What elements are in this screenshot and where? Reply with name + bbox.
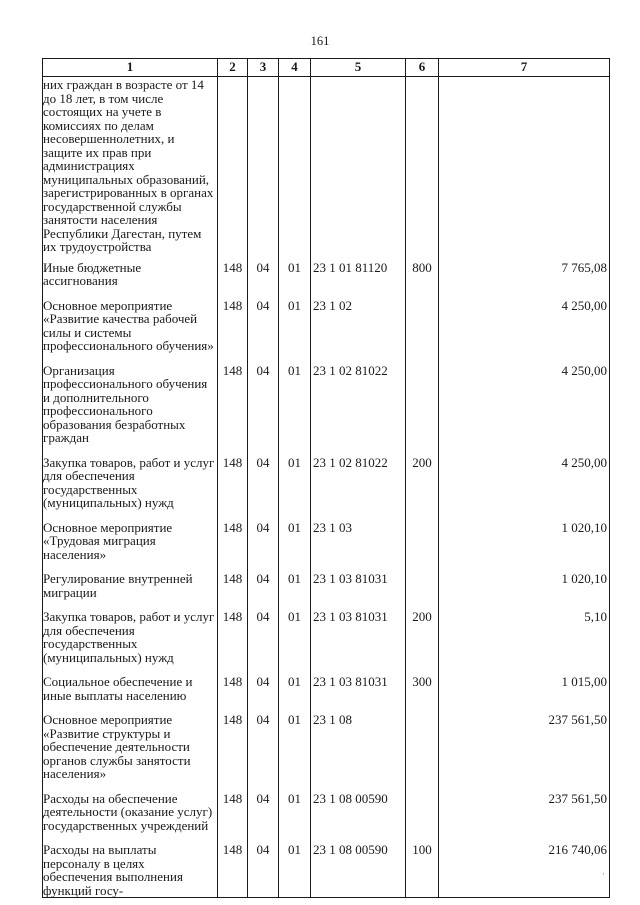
row-amount: 237 561,50	[439, 712, 610, 791]
row-target-article	[311, 77, 406, 260]
header-col-7: 7	[439, 59, 610, 77]
row-subsection: 01	[279, 674, 311, 712]
table-row	[43, 363, 610, 455]
row-target-article: 23 1 08 00590	[311, 791, 406, 843]
row-name: Расходы на выплаты персоналу в целях обеспечения выполнения функций госу-	[43, 842, 218, 898]
row-amount	[439, 77, 610, 260]
row-section: 04	[248, 571, 279, 609]
header-col-4: 4	[279, 59, 311, 77]
row-admin-code: 148	[218, 298, 248, 363]
row-target-article: 23 1 03 81031	[311, 571, 406, 609]
row-expense-type	[406, 571, 439, 609]
row-subsection: 01	[279, 363, 311, 455]
row-section: 04	[248, 363, 279, 455]
row-expense-type	[406, 520, 439, 572]
row-expense-type: 200	[406, 609, 439, 674]
row-section	[248, 77, 279, 260]
row-subsection: 01	[279, 298, 311, 363]
table-row	[43, 455, 610, 520]
row-admin-code: 148	[218, 712, 248, 791]
table-body	[43, 77, 610, 898]
row-section: 04	[248, 260, 279, 298]
row-expense-type	[406, 77, 439, 260]
row-amount: 7 765,08	[439, 260, 610, 298]
row-section: 04	[248, 712, 279, 791]
row-subsection: 01	[279, 842, 311, 898]
row-target-article: 23 1 03 81031	[311, 609, 406, 674]
table-row	[43, 842, 610, 898]
table-header-row	[43, 59, 610, 77]
row-subsection	[279, 77, 311, 260]
row-subsection: 01	[279, 609, 311, 674]
row-expense-type: 300	[406, 674, 439, 712]
row-admin-code: 148	[218, 842, 248, 898]
row-subsection: 01	[279, 260, 311, 298]
row-admin-code: 148	[218, 571, 248, 609]
table-row	[43, 791, 610, 843]
row-target-article: 23 1 03 81031	[311, 674, 406, 712]
row-expense-type: 200	[406, 455, 439, 520]
row-name: Основное мероприятие «Трудовая миграция населения»	[43, 520, 218, 572]
row-admin-code: 148	[218, 609, 248, 674]
row-name: Иные бюджетные ассигнования	[43, 260, 218, 298]
row-name: Закупка товаров, работ и услуг для обеспечения государственных (муниципальных) нужд	[43, 455, 218, 520]
page-number: 161	[310, 34, 330, 48]
row-amount: 4 250,00	[439, 455, 610, 520]
row-name: Закупка товаров, работ и услуг для обеспечения государственных (муниципальных) нужд	[43, 609, 218, 674]
row-amount: 5,10	[439, 609, 610, 674]
row-amount: 237 561,50	[439, 791, 610, 843]
row-amount: 216 740,06	[439, 842, 610, 898]
row-expense-type	[406, 363, 439, 455]
row-section: 04	[248, 842, 279, 898]
table-row	[43, 712, 610, 791]
row-target-article: 23 1 08	[311, 712, 406, 791]
row-subsection: 01	[279, 712, 311, 791]
row-name: Регулирование внутренней миграции	[43, 571, 218, 609]
row-section: 04	[248, 791, 279, 843]
row-section: 04	[248, 298, 279, 363]
row-admin-code: 148	[218, 520, 248, 572]
row-name: Основное мероприятие «Развитие структуры и обеспечение деятельности органов службы занятости населения»	[43, 712, 218, 791]
row-admin-code: 148	[218, 363, 248, 455]
row-amount: 4 250,00	[439, 363, 610, 455]
header-col-3: 3	[248, 59, 279, 77]
table-row	[43, 77, 610, 260]
row-section: 04	[248, 455, 279, 520]
row-admin-code	[218, 77, 248, 260]
row-subsection: 01	[279, 520, 311, 572]
row-target-article: 23 1 03	[311, 520, 406, 572]
table-row	[43, 571, 610, 609]
row-name: Основное мероприятие «Развитие качества рабочей силы и системы профессионального обучения»	[43, 298, 218, 363]
row-amount: 4 250,00	[439, 298, 610, 363]
row-name: Расходы на обеспечение деятельности (оказание услуг) государственных учреждений	[43, 791, 218, 843]
row-target-article: 23 1 01 81120	[311, 260, 406, 298]
row-subsection: 01	[279, 791, 311, 843]
table-row	[43, 609, 610, 674]
row-subsection: 01	[279, 571, 311, 609]
table-row	[43, 260, 610, 298]
row-admin-code: 148	[218, 260, 248, 298]
header-col-5: 5	[311, 59, 406, 77]
row-target-article: 23 1 02	[311, 298, 406, 363]
row-name: Организация профессионального обучения и дополнительного профессионального образования безработных граждан	[43, 363, 218, 455]
row-expense-type	[406, 712, 439, 791]
table-row	[43, 520, 610, 572]
row-amount: 1 020,10	[439, 571, 610, 609]
row-target-article: 23 1 02 81022	[311, 455, 406, 520]
header-col-1: 1	[43, 59, 218, 77]
row-section: 04	[248, 609, 279, 674]
header-col-6: 6	[406, 59, 439, 77]
row-section: 04	[248, 520, 279, 572]
row-amount: 1 015,00	[439, 674, 610, 712]
scan-mark: ·	[602, 870, 605, 879]
row-section: 04	[248, 674, 279, 712]
row-expense-type: 100	[406, 842, 439, 898]
row-target-article: 23 1 02 81022	[311, 363, 406, 455]
row-admin-code: 148	[218, 674, 248, 712]
row-expense-type: 800	[406, 260, 439, 298]
table-row	[43, 298, 610, 363]
row-expense-type	[406, 791, 439, 843]
row-target-article: 23 1 08 00590	[311, 842, 406, 898]
row-expense-type	[406, 298, 439, 363]
row-admin-code: 148	[218, 791, 248, 843]
row-admin-code: 148	[218, 455, 248, 520]
budget-table	[42, 58, 610, 898]
table-row	[43, 674, 610, 712]
row-amount: 1 020,10	[439, 520, 610, 572]
row-name: Социальное обеспечение и иные выплаты населению	[43, 674, 218, 712]
header-col-2: 2	[218, 59, 248, 77]
row-name: них граждан в возрасте от 14 до 18 лет, в том числе состоящих на учете в комиссиях по делам несовершеннолетних, и защите их прав при администрациях муниципальных образований, зарегистрированных в органах государственной службы занятости населения Республики Дагестан, путем их трудоустройства	[43, 77, 218, 260]
row-subsection: 01	[279, 455, 311, 520]
